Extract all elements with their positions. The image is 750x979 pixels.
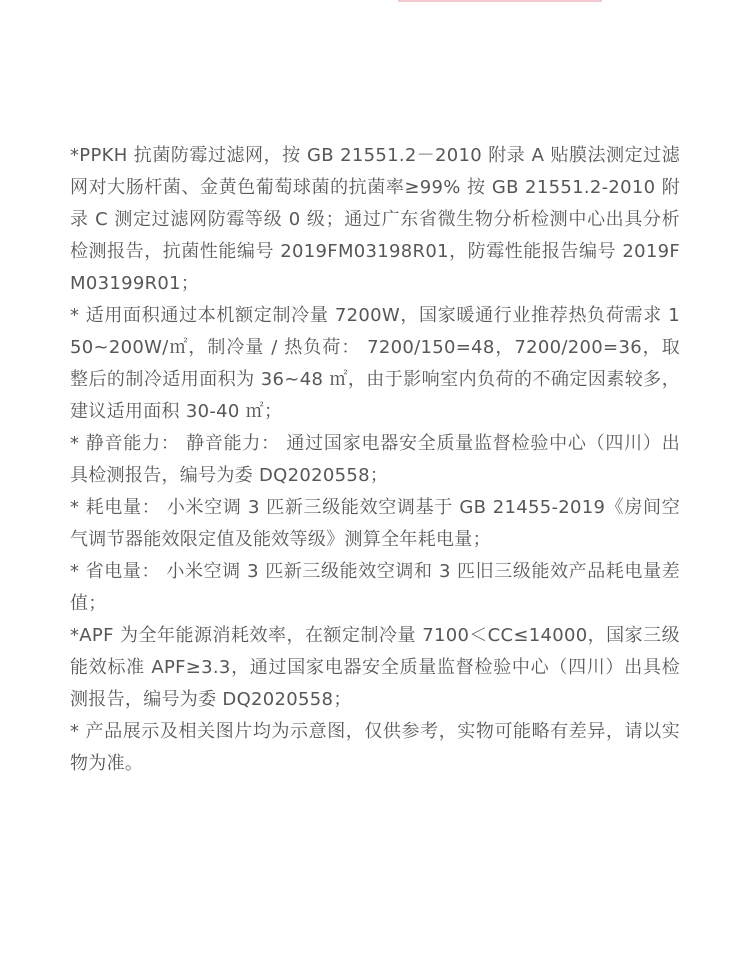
footnote-apf: *APF 为全年能源消耗效率，在额定制冷量 7100＜CC≤14000，国家三级能效标准 APF≥3.3，通过国家电器安全质量监督检验中心（四川）出具检测报告，编号为委 DQ2020558； [70, 625, 680, 710]
footnote-power-saving: * 省电量： 小米空调 3 匹新三级能效空调和 3 匹旧三级能效产品耗电量差值； [70, 561, 680, 614]
footnote-image-disclaimer: * 产品展示及相关图片均为示意图，仅供参考，实物可能略有差异，请以实物为准。 [70, 721, 680, 774]
footnote-applicable-area: * 适用面积通过本机额定制冷量 7200W，国家暖通行业推荐热负荷需求 150~200W/㎡，制冷量 / 热负荷： 7200/150=48，7200/200=36，取整后的制冷适用面积为 36~48 ㎡，由于影响室内负荷的不确定因素较多，建议适用面积 30-40 ㎡； [70, 305, 680, 422]
footnote-quiet-ability: * 静音能力： 静音能力： 通过国家电器安全质量监督检验中心（四川）出具检测报告，编号为委 DQ2020558； [70, 433, 680, 486]
footnote-power-consumption: * 耗电量： 小米空调 3 匹新三级能效空调基于 GB 21455-2019《房间空气调节器能效限定值及能效等级》测算全年耗电量； [70, 497, 680, 550]
top-accent-bar [398, 0, 602, 2]
footnote-filter-antibacterial: *PPKH 抗菌防霉过滤网，按 GB 21551.2－2010 附录 A 贴膜法测定过滤网对大肠杆菌、金黄色葡萄球菌的抗菌率≥99% 按 GB 21551.2-2010 附录 C 测定过滤网防霉等级 0 级；通过广东省微生物分析检测中心出具分析检测报告，抗菌性能编号 2019FM03198R01，防霉性能报告编号 2019FM03199R01； [70, 145, 680, 294]
footnotes-list [70, 140, 680, 780]
